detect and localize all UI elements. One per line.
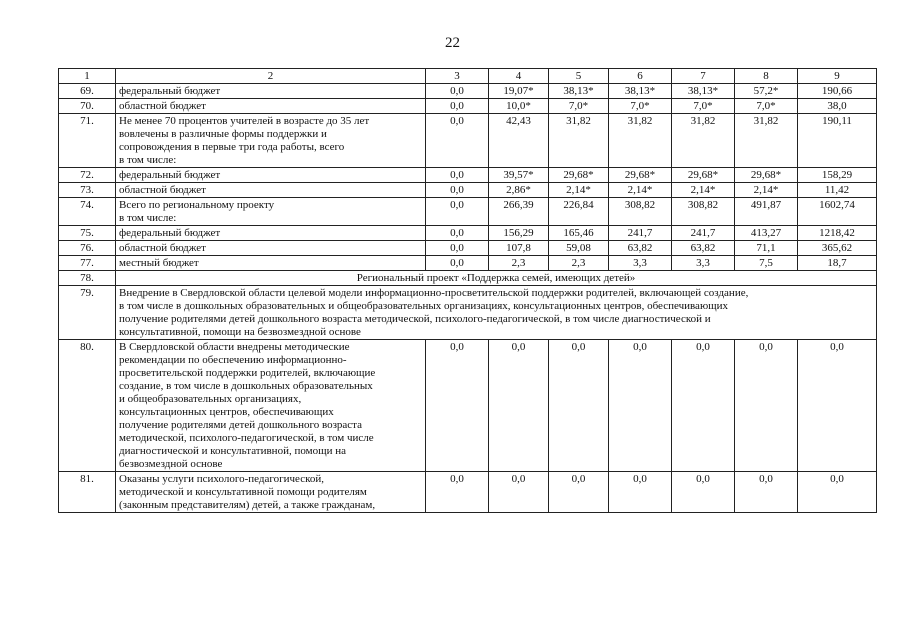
header-cell: 6 xyxy=(609,69,672,84)
header-cell: 9 xyxy=(798,69,877,84)
row-number: 80. xyxy=(59,340,116,472)
row-number: 71. xyxy=(59,114,116,168)
value-cell: 11,42 xyxy=(798,183,877,198)
budget-table xyxy=(58,68,877,513)
value-cell: 491,87 xyxy=(735,198,798,226)
row-number: 78. xyxy=(59,271,116,286)
value-cell: 38,0 xyxy=(798,99,877,114)
description-line: областной бюджет xyxy=(119,100,206,112)
description-line: получение родителями детей дошкольного возраста методической, психолого-педагогической, в том числе диагностической и xyxy=(119,313,711,325)
value-cell: 158,29 xyxy=(798,168,877,183)
value-cell: 31,82 xyxy=(672,114,735,168)
value-cell: 2,3 xyxy=(549,256,609,271)
value-cell: 0,0 xyxy=(609,340,672,472)
row-number: 81. xyxy=(59,472,116,513)
value-cell: 2,14* xyxy=(735,183,798,198)
description-line: получение родителями детей дошкольного возраста xyxy=(119,419,362,431)
page-number: 22 xyxy=(445,35,460,51)
description-line: рекомендации по обеспечению информационно- xyxy=(119,354,347,366)
value-cell: 42,43 xyxy=(489,114,549,168)
value-cell: 0,0 xyxy=(489,340,549,472)
value-cell: 0,0 xyxy=(426,340,489,472)
row-description xyxy=(116,241,426,256)
row-description xyxy=(116,340,426,472)
header-cell: 4 xyxy=(489,69,549,84)
description-line: федеральный бюджет xyxy=(119,85,221,97)
value-cell: 29,68* xyxy=(735,168,798,183)
description-line: и общеобразовательных организациях, xyxy=(119,393,302,405)
table-row xyxy=(59,84,877,99)
value-cell: 1218,42 xyxy=(798,226,877,241)
row-description xyxy=(116,472,426,513)
section-title: Региональный проект «Поддержка семей, имеющих детей» xyxy=(116,271,877,286)
value-cell: 29,68* xyxy=(549,168,609,183)
value-cell: 308,82 xyxy=(609,198,672,226)
value-cell: 0,0 xyxy=(426,168,489,183)
value-cell: 266,39 xyxy=(489,198,549,226)
row-description xyxy=(116,226,426,241)
value-cell: 413,27 xyxy=(735,226,798,241)
value-cell: 0,0 xyxy=(672,340,735,472)
value-cell: 38,13* xyxy=(672,84,735,99)
value-cell: 2,14* xyxy=(549,183,609,198)
description-line: консультативной, помощи на безвозмездной основе xyxy=(119,326,361,338)
table-row xyxy=(59,256,877,271)
description-line: Внедрение в Свердловской области целевой модели информационно-просветительской поддержки родителей, включающей создание, xyxy=(119,287,749,299)
description-line: консультационных центров, обеспечивающих xyxy=(119,406,334,418)
table-row xyxy=(59,198,877,226)
table-row xyxy=(59,226,877,241)
value-cell: 0,0 xyxy=(489,472,549,513)
row-description xyxy=(116,168,426,183)
description-line: В Свердловской области внедрены методические xyxy=(119,341,350,353)
value-cell: 2,14* xyxy=(609,183,672,198)
table-row xyxy=(59,340,877,472)
value-cell: 0,0 xyxy=(609,472,672,513)
value-cell: 0,0 xyxy=(426,99,489,114)
table-row xyxy=(59,241,877,256)
description-line: безвозмездной основе xyxy=(119,458,223,470)
header-cell: 5 xyxy=(549,69,609,84)
table-row xyxy=(59,286,877,340)
value-cell: 2,3 xyxy=(489,256,549,271)
value-cell: 0,0 xyxy=(426,241,489,256)
row-number: 73. xyxy=(59,183,116,198)
description-line: Не менее 70 процентов учителей в возрасте до 35 лет xyxy=(119,115,370,127)
description-line: федеральный бюджет xyxy=(119,227,221,239)
value-cell: 7,0* xyxy=(549,99,609,114)
value-cell: 0,0 xyxy=(426,226,489,241)
value-cell: 7,0* xyxy=(609,99,672,114)
value-cell: 156,29 xyxy=(489,226,549,241)
table-row xyxy=(59,168,877,183)
row-number: 70. xyxy=(59,99,116,114)
description-line: Оказаны услуги психолого-педагогической, xyxy=(119,473,324,485)
row-number: 74. xyxy=(59,198,116,226)
row-description xyxy=(116,114,426,168)
table-row xyxy=(59,472,877,513)
value-cell: 0,0 xyxy=(549,472,609,513)
value-cell: 7,0* xyxy=(672,99,735,114)
description-line: методической, психолого-педагогической, в том числе xyxy=(119,432,374,444)
header-cell: 3 xyxy=(426,69,489,84)
description-line: в том числе: xyxy=(119,212,177,224)
value-cell: 29,68* xyxy=(609,168,672,183)
value-cell: 0,0 xyxy=(426,114,489,168)
description-line: областной бюджет xyxy=(119,242,206,254)
row-number: 79. xyxy=(59,286,116,340)
row-description xyxy=(116,198,426,226)
value-cell: 59,08 xyxy=(549,241,609,256)
row-number: 69. xyxy=(59,84,116,99)
value-cell: 39,57* xyxy=(489,168,549,183)
value-cell: 3,3 xyxy=(609,256,672,271)
table-header-row xyxy=(59,69,877,84)
header-cell: 8 xyxy=(735,69,798,84)
value-cell: 0,0 xyxy=(426,183,489,198)
value-cell: 0,0 xyxy=(426,256,489,271)
description-line: федеральный бюджет xyxy=(119,169,221,181)
description-line: (законным представителям) детей, а также гражданам, xyxy=(119,499,376,511)
row-description xyxy=(116,84,426,99)
value-cell: 1602,74 xyxy=(798,198,877,226)
value-cell: 0,0 xyxy=(798,472,877,513)
section-title-row xyxy=(59,271,877,286)
value-cell: 63,82 xyxy=(672,241,735,256)
row-number: 72. xyxy=(59,168,116,183)
value-cell: 7,0* xyxy=(735,99,798,114)
row-description xyxy=(116,99,426,114)
value-cell: 241,7 xyxy=(672,226,735,241)
value-cell: 71,1 xyxy=(735,241,798,256)
row-description xyxy=(116,256,426,271)
value-cell: 0,0 xyxy=(426,198,489,226)
row-description xyxy=(116,286,877,340)
value-cell: 190,66 xyxy=(798,84,877,99)
description-line: сопровождения в первые три года работы, всего xyxy=(119,141,345,153)
description-line: областной бюджет xyxy=(119,184,206,196)
value-cell: 57,2* xyxy=(735,84,798,99)
value-cell: 0,0 xyxy=(735,472,798,513)
row-number: 75. xyxy=(59,226,116,241)
description-line: создание, в том числе в дошкольных образовательных xyxy=(119,380,373,392)
value-cell: 2,14* xyxy=(672,183,735,198)
table-row xyxy=(59,114,877,168)
description-line: вовлечены в различные формы поддержки и xyxy=(119,128,327,140)
value-cell: 0,0 xyxy=(672,472,735,513)
value-cell: 0,0 xyxy=(735,340,798,472)
table-row xyxy=(59,99,877,114)
value-cell: 0,0 xyxy=(798,340,877,472)
header-cell: 2 xyxy=(116,69,426,84)
description-line: в том числе в дошкольных образовательных и общеобразовательных организациях, консультационных центров, обеспечивающих xyxy=(119,300,729,312)
row-number: 76. xyxy=(59,241,116,256)
value-cell: 0,0 xyxy=(549,340,609,472)
description-line: местный бюджет xyxy=(119,257,199,269)
value-cell: 165,46 xyxy=(549,226,609,241)
value-cell: 7,5 xyxy=(735,256,798,271)
value-cell: 10,0* xyxy=(489,99,549,114)
description-line: в том числе: xyxy=(119,154,177,166)
header-cell: 7 xyxy=(672,69,735,84)
value-cell: 38,13* xyxy=(549,84,609,99)
value-cell: 226,84 xyxy=(549,198,609,226)
row-description xyxy=(116,183,426,198)
value-cell: 31,82 xyxy=(735,114,798,168)
value-cell: 3,3 xyxy=(672,256,735,271)
value-cell: 365,62 xyxy=(798,241,877,256)
value-cell: 190,11 xyxy=(798,114,877,168)
row-number: 77. xyxy=(59,256,116,271)
value-cell: 29,68* xyxy=(672,168,735,183)
value-cell: 31,82 xyxy=(609,114,672,168)
description-line: методической и консультативной помощи родителям xyxy=(119,486,367,498)
value-cell: 0,0 xyxy=(426,84,489,99)
value-cell: 241,7 xyxy=(609,226,672,241)
value-cell: 31,82 xyxy=(549,114,609,168)
value-cell: 2,86* xyxy=(489,183,549,198)
value-cell: 19,07* xyxy=(489,84,549,99)
value-cell: 0,0 xyxy=(426,472,489,513)
value-cell: 308,82 xyxy=(672,198,735,226)
table-row xyxy=(59,183,877,198)
description-line: просветительской поддержки родителей, включающие xyxy=(119,367,376,379)
value-cell: 18,7 xyxy=(798,256,877,271)
description-line: диагностической и консультативной, помощи на xyxy=(119,445,346,457)
header-cell: 1 xyxy=(59,69,116,84)
value-cell: 63,82 xyxy=(609,241,672,256)
value-cell: 38,13* xyxy=(609,84,672,99)
value-cell: 107,8 xyxy=(489,241,549,256)
description-line: Всего по региональному проекту xyxy=(119,199,275,211)
